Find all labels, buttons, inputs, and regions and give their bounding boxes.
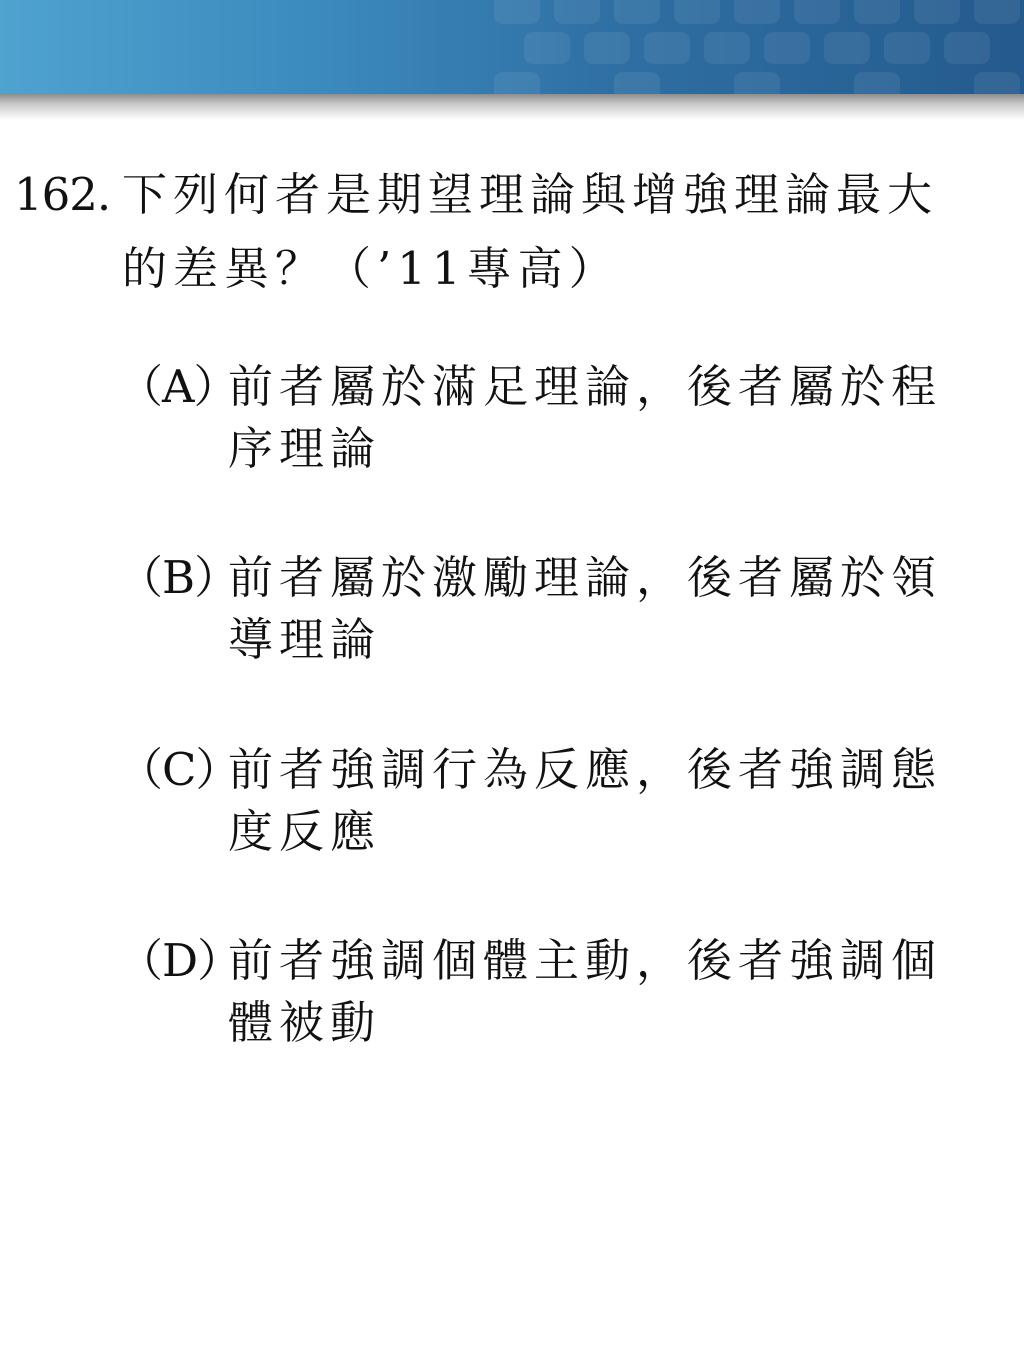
- option-d-label: （D）: [118, 934, 242, 987]
- option-c-text: 前者強調行為反應，後者強調態度反應: [228, 743, 943, 858]
- header-divider: [0, 94, 1024, 120]
- question-text: 下列何者是期望理論與增強理論最大的差異？（’11專高）: [122, 168, 939, 295]
- option-a-label: （A）: [118, 360, 238, 413]
- header-banner: [0, 0, 1024, 94]
- option-a-text: 前者屬於滿足理論，後者屬於程序理論: [228, 360, 943, 475]
- option-b-label: （B）: [118, 551, 239, 604]
- option-d-text: 前者強調個體主動，後者強調個體被動: [228, 934, 943, 1049]
- header-decoration: [464, 0, 1024, 94]
- option-c-label: （C）: [118, 743, 240, 796]
- option-b-text: 前者屬於激勵理論，後者屬於領導理論: [228, 551, 943, 666]
- question-number: 162.: [14, 168, 111, 221]
